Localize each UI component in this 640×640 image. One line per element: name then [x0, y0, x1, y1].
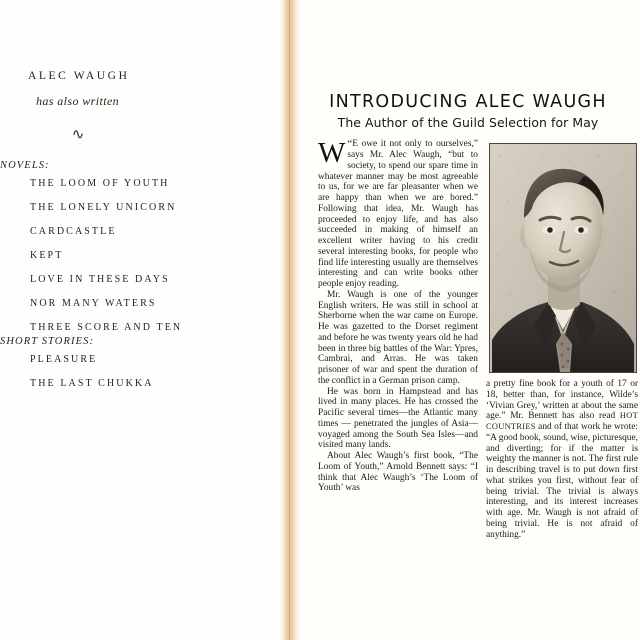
list-item: PLEASURE: [30, 354, 98, 365]
list-item: LOVE IN THESE DAYS: [30, 274, 170, 285]
list-item: THE LOOM OF YOUTH: [30, 178, 170, 189]
article-paragraph-5-text-a: a pretty fine book for a youth of 17 or 18, better than, for instance, Wilde’s ‘Vivian Grey,’ written at about the same age.” Mr. Bennett has also read: [486, 379, 638, 422]
novels-section-heading: NOVELS:: [0, 160, 50, 171]
list-item: CARDCASTLE: [30, 226, 117, 237]
article-paragraph-1: [318, 139, 478, 290]
short-stories-book-list: [30, 354, 154, 402]
list-item: THE LONELY UNICORN: [30, 202, 177, 213]
article-paragraph-5: [486, 379, 638, 540]
left-page: [0, 0, 282, 640]
article-paragraph-3: He was born in Hampstead and has lived in many places. He has crossed the Pacific several times—the Atlantic many times — penetrated the jungles of Asia—voyaged among the South Sea Isles—and visited many lands.: [318, 386, 478, 451]
portrait-photo: [489, 143, 637, 373]
leaf-ornament-icon: ∿: [71, 127, 85, 143]
list-item: KEPT: [30, 250, 64, 261]
gutter-fold-line: [289, 0, 290, 640]
drop-cap-letter: W: [318, 137, 346, 169]
opening-quote-mark: “: [347, 138, 353, 150]
book-title-small-caps: HOT COUNTRIES: [486, 411, 638, 431]
right-page: [300, 0, 640, 640]
novels-book-list: [30, 178, 182, 346]
article-paragraph-5-text-b: and of that work he wrote: “A good book, sound, wise, picturesque, and diverting; for if the matter is weighty the manner is not. The first rule in describing travel is to put down first what strikes you first, without fear of being trivial. The trivial is always interesting, and its interest increases with age. Mr. Waugh is not afraid of being trivial. He is not afraid of anything.”: [486, 422, 638, 540]
article-paragraph-1-text: E owe it not only to ourselves,” says Mr. Alec Waugh, “but to society, to spend our spare time in whatever manner may be most agreeable to us, for we are far pleasanter when we are happy than when we are bored.” Following that idea, Mr. Waugh has proceeded to enjoy life, and has also succeeded in making of himself an excellent writer having to his credit several interesting books, for people who find life interesting usually are themselves interesting and can write books other people enjoy reading.: [318, 139, 478, 289]
article-column-two: [486, 379, 638, 540]
page-subtitle: The Author of the Guild Selection for May: [337, 115, 599, 130]
article-column-one: [318, 139, 478, 494]
page-title: INTRODUCING ALEC WAUGH: [329, 92, 607, 112]
left-page-subtitle: has also written: [36, 94, 120, 108]
left-page-author-name: ALEC WAUGH: [28, 70, 130, 82]
list-item: THREE SCORE AND TEN: [30, 322, 183, 333]
article-paragraph-2: Mr. Waugh is one of the younger English writers. He was still in school at Sherborne when the war came on Europe. He was gazetted to the Dorset regiment and before he was twenty years old he had been in three big battles of the War: Ypres, Cambrai, and Arras. He was taken prisoner of war and spent the duration of the conflict in a German prison camp.: [318, 289, 478, 386]
list-item: THE LAST CHUKKA: [30, 378, 154, 389]
article-paragraph-4: About Alec Waugh’s first book, “The Loom of Youth,” Arnold Bennett says: “I think that Alec Waugh’s ‘The Loom of Youth’ was: [318, 451, 478, 494]
list-item: NOR MANY WATERS: [30, 298, 157, 309]
portrait-illustration: [490, 144, 636, 372]
short-stories-section-heading: SHORT STORIES:: [0, 336, 95, 347]
